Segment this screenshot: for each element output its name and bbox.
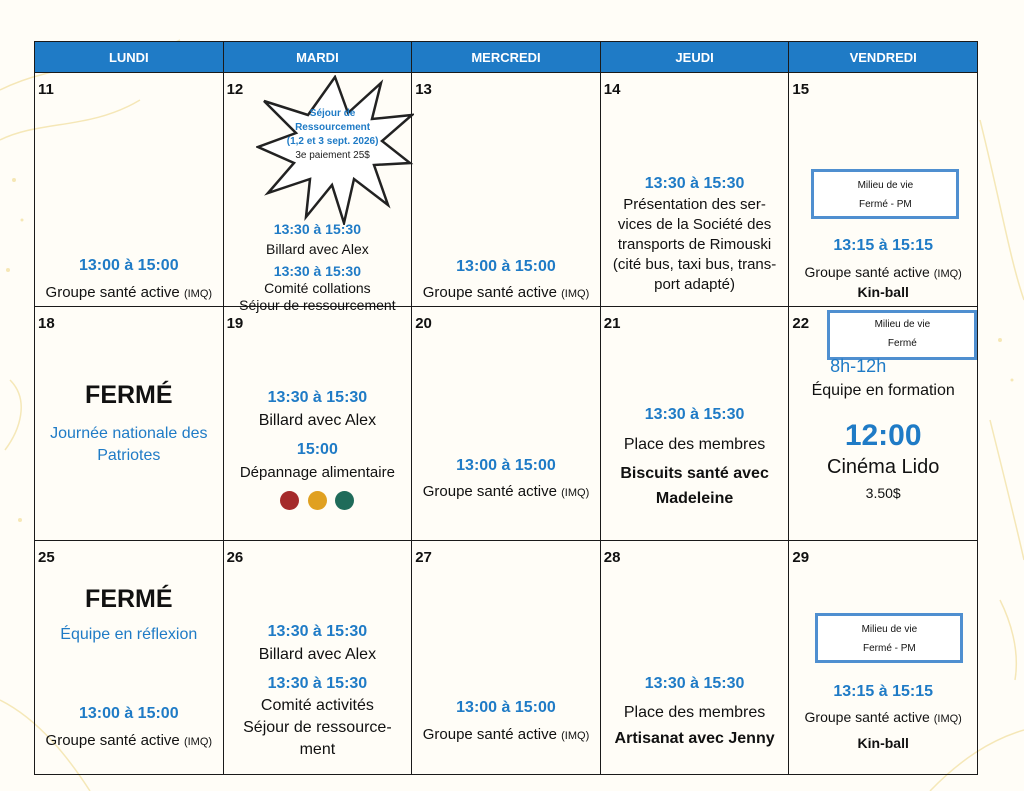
- food-icon: [280, 491, 299, 510]
- day-cell-19: [223, 307, 412, 541]
- event-extra: Biscuits santé avec Madeleine: [620, 465, 769, 507]
- note-box: Milieu de vie Fermé: [827, 310, 977, 360]
- day-cell-12: [223, 73, 412, 313]
- event-title: Cinéma Lido: [827, 456, 940, 478]
- day-cell-26: [223, 541, 412, 775]
- day-number: 11: [38, 81, 54, 98]
- event-title: Comité collations Séjour de ressourcement: [239, 280, 396, 313]
- note-box: Milieu de vie Fermé - PM: [811, 169, 959, 219]
- day-number: 20: [415, 315, 432, 332]
- event-extra: Kin-ball: [857, 735, 909, 751]
- day-number: 27: [415, 549, 432, 566]
- event-time: 13:00 à 15:00: [456, 699, 556, 716]
- weekday-header: MARDI: [223, 42, 412, 73]
- day-number: 15: [792, 81, 810, 98]
- burst-text: Séjour de Ressourcement (1,2 et 3 sept. 2026) 3e paiement 25$: [286, 108, 379, 161]
- day-number: 18: [38, 315, 55, 332]
- day-number: 12: [226, 81, 244, 98]
- day-cell-18: [35, 307, 224, 541]
- day-cell-15: [789, 73, 978, 307]
- day-number: 25: [38, 549, 55, 566]
- event-time: 13:15 à 15:15: [833, 683, 933, 700]
- event-title: Billard avec Alex: [258, 412, 377, 429]
- day-cell-13: [412, 73, 601, 307]
- wheat-icon: [308, 491, 327, 510]
- event-title: Billard avec Alex: [258, 646, 377, 663]
- event-description: Présentation des ser- vices de la Société des transports de Rimouski (cité bus, taxi bus, trans- port adapté): [612, 196, 777, 293]
- event-title: Groupe santé active (IMQ): [422, 483, 590, 500]
- event-title: Groupe santé active (IMQ): [422, 284, 590, 301]
- event-title: Place des membres: [623, 436, 766, 453]
- day-cell-27: [412, 541, 601, 775]
- weekday-header: JEUDI: [600, 42, 789, 73]
- event-time: 8h-12h: [830, 356, 887, 376]
- event-title: Groupe santé active (IMQ): [422, 726, 590, 743]
- day-number: 19: [226, 315, 244, 332]
- food-icons: [224, 491, 412, 515]
- day-cell-14: [600, 73, 789, 307]
- week-row: [35, 541, 978, 775]
- event-time: 13:00 à 15:00: [456, 457, 556, 474]
- event-title: Groupe santé active (IMQ): [804, 264, 962, 280]
- week-row: [35, 307, 978, 541]
- weekday-header: VENDREDI: [789, 42, 978, 73]
- event-time: 13:30 à 15:30: [273, 221, 361, 237]
- whisk-icon: [335, 491, 354, 510]
- event-time: 13:30 à 15:30: [644, 675, 745, 692]
- event-time: 13:30 à 15:30: [267, 675, 368, 692]
- event-time: 13:30 à 15:30: [644, 175, 745, 192]
- weekday-header: LUNDI: [35, 42, 224, 73]
- event-title: Groupe santé active (IMQ): [45, 284, 213, 301]
- event-time: 12:00: [844, 419, 922, 452]
- day-cell-21: [600, 307, 789, 541]
- day-cell-28: [600, 541, 789, 775]
- week-row: [35, 73, 978, 307]
- day-number: 26: [226, 549, 244, 566]
- calendar-table: [34, 41, 978, 775]
- day-number: 29: [792, 549, 810, 566]
- event-extra: Artisanat avec Jenny: [614, 730, 775, 747]
- day-cell-29: [789, 541, 978, 775]
- event-title: Groupe santé active (IMQ): [45, 732, 213, 749]
- event-time: 15:00: [296, 441, 338, 458]
- event-time: 13:30 à 15:30: [267, 623, 368, 640]
- closed-label: FERMÉ: [85, 381, 173, 409]
- day-number: 21: [603, 315, 621, 332]
- event-price: 3.50$: [865, 485, 901, 501]
- event-time: 13:15 à 15:15: [833, 237, 933, 254]
- weekday-header-row: [35, 42, 978, 73]
- day-cell-11: [35, 73, 224, 307]
- day-cell-25: [35, 541, 224, 775]
- event-title: Groupe santé active (IMQ): [804, 709, 962, 725]
- event-title: Dépannage alimentaire: [239, 464, 395, 481]
- event-time: 13:00 à 15:00: [78, 705, 179, 722]
- closed-reason: Journée nationale des Patriotes: [50, 425, 208, 464]
- event-time: 13:30 à 15:30: [267, 389, 368, 406]
- event-title: Place des membres: [623, 704, 766, 721]
- weekday-header: MERCREDI: [412, 42, 601, 73]
- event-time: 13:30 à 15:30: [273, 263, 361, 279]
- day-cell-20: [412, 307, 601, 541]
- event-time: 13:30 à 15:30: [644, 406, 745, 423]
- closed-label: FERMÉ: [85, 585, 173, 613]
- note-box: Milieu de vie Fermé - PM: [815, 613, 963, 663]
- event-time: 13:00 à 15:00: [78, 257, 179, 274]
- event-title: Billard avec Alex: [266, 241, 369, 257]
- event-title: Équipe en formation: [811, 382, 955, 399]
- event-title: Comité activités Séjour de ressource- ment: [243, 697, 392, 758]
- day-number: 28: [603, 549, 621, 566]
- event-extra: Kin-ball: [857, 284, 909, 300]
- day-number: 22: [792, 315, 810, 332]
- closed-reason: Équipe en réflexion: [60, 626, 198, 643]
- day-cell-22: [789, 307, 978, 541]
- day-number: 13: [415, 81, 432, 98]
- event-time: 13:00 à 15:00: [456, 258, 556, 275]
- day-number: 14: [603, 81, 621, 98]
